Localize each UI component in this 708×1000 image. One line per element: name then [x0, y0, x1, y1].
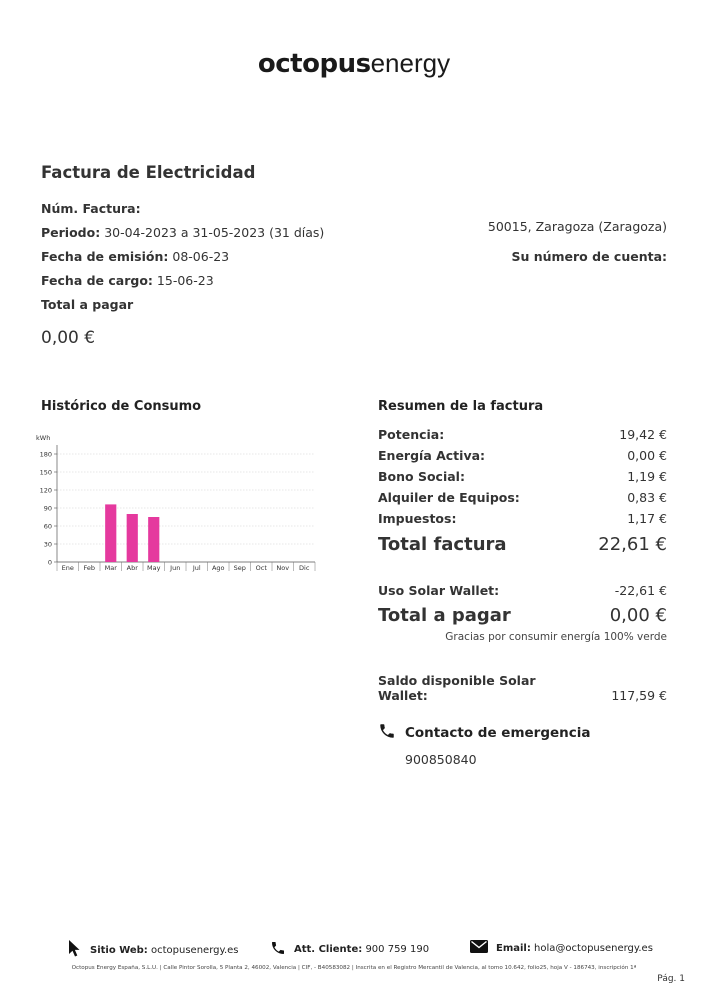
summary-row-value: 19,42 €: [619, 427, 667, 442]
green-energy-note: Gracias por consumir energía 100% verde: [445, 631, 667, 643]
summary-row-label: Impuestos:: [378, 511, 457, 526]
summary-row-value: 0,83 €: [627, 490, 667, 505]
bar-may: [148, 517, 159, 562]
x-tick-label: Abr: [126, 564, 138, 572]
emergency-contact-title: Contacto de emergencia: [405, 725, 591, 741]
summary-row-alquiler: [378, 490, 667, 505]
invoice-period-label: Periodo:: [41, 225, 101, 240]
y-tick-label: 60: [43, 522, 52, 531]
consumption-chart: [30, 428, 322, 578]
summary-row-label: Potencia:: [378, 427, 445, 442]
phone-icon: [378, 722, 396, 744]
summary-total-factura: [378, 534, 667, 555]
brand-logo: [0, 48, 708, 79]
x-tick-label: Jul: [192, 564, 201, 572]
footer-email: [470, 940, 653, 956]
footer-legal-text: Octopus Energy España, S.L.U. | Calle Pintor Sorolla, 5 Planta 2, 46002, Valencia | CIF, - B40583082 | Inscrita en el Registro Mercantil de Valencia, al tomo 10.642, folio25, hoja V - 186743, inscripción 1ª: [71, 965, 637, 971]
summary-total-pagar-label: Total a pagar: [378, 605, 511, 626]
x-tick-label: Oct: [255, 564, 267, 572]
summary-row-potencia: [378, 427, 667, 442]
solar-wallet-balance: [378, 673, 667, 703]
invoice-total-label: Total a pagar: [41, 297, 134, 312]
invoice-emission-line: [41, 249, 229, 264]
footer-customer-service: [270, 940, 429, 959]
bar-abr: [127, 514, 138, 562]
page-number: Pág. 1: [657, 974, 685, 984]
summary-row-value: 1,17 €: [627, 511, 667, 526]
solar-wallet-balance-value: 117,59 €: [611, 688, 667, 703]
y-tick-label: 120: [39, 486, 52, 495]
x-tick-label: Ago: [211, 564, 225, 572]
footer-email-link[interactable]: hola@octopusenergy.es: [534, 942, 653, 954]
customer-city: 50015, Zaragoza (Zaragoza): [487, 219, 667, 234]
summary-row-value: 1,19 €: [627, 469, 667, 484]
brand-logo-bold: octopus: [257, 49, 371, 79]
y-tick-label: 180: [39, 450, 52, 459]
footer-website: [68, 940, 239, 960]
x-tick-label: Mar: [104, 564, 117, 572]
x-tick-label: May: [147, 564, 161, 572]
summary-row-impuestos: [378, 511, 667, 526]
invoice-total-line: [41, 297, 133, 312]
phone-icon: [270, 940, 286, 959]
summary-solar-value: -22,61 €: [614, 583, 667, 598]
y-tick-label: 0: [47, 558, 52, 567]
summary-row-label: Alquiler de Equipos:: [378, 490, 520, 505]
invoice-charge-label: Fecha de cargo:: [41, 273, 153, 288]
x-tick-label: Feb: [83, 564, 96, 572]
emergency-phone-number: 900850840: [405, 752, 477, 767]
x-tick-label: Jun: [170, 564, 181, 572]
bar-mar: [105, 504, 116, 562]
invoice-period-value: 30-04-2023 a 31-05-2023 (31 días): [104, 225, 325, 240]
summary-total-pagar-value: 0,00 €: [609, 605, 667, 626]
summary-row-label: Energía Activa:: [378, 448, 486, 463]
x-tick-label: Ene: [61, 564, 74, 572]
summary-title: Resumen de la factura: [378, 399, 544, 414]
invoice-charge-value: 15-06-23: [156, 273, 214, 288]
invoice-charge-line: [41, 273, 214, 288]
summary-solar-label: Uso Solar Wallet:: [378, 583, 500, 598]
footer-email-label: Email:: [496, 942, 531, 954]
invoice-title: Factura de Electricidad: [41, 163, 256, 182]
invoice-emission-label: Fecha de emisión:: [41, 249, 169, 264]
invoice-total-value: 0,00 €: [41, 328, 96, 348]
customer-account-label: Su número de cuenta:: [511, 249, 667, 264]
y-tick-label: 90: [43, 504, 52, 513]
cursor-icon: [68, 940, 82, 960]
brand-logo-light: energy: [370, 48, 451, 78]
summary-total-pagar: [378, 605, 667, 626]
invoice-emission-value: 08-06-23: [172, 249, 230, 264]
history-title: Histórico de Consumo: [41, 399, 202, 414]
y-axis-unit: kWh: [36, 434, 51, 442]
emergency-contact: [378, 722, 591, 744]
invoice-number-line: [41, 201, 141, 216]
footer-customer-service-label: Att. Cliente:: [294, 944, 363, 955]
y-tick-label: 150: [39, 468, 52, 477]
solar-wallet-balance-label: Saldo disponible Solar Wallet:: [378, 673, 536, 703]
envelope-icon: [470, 940, 488, 956]
summary-solar-wallet: [378, 583, 667, 598]
x-tick-label: Nov: [276, 564, 290, 572]
y-tick-label: 30: [43, 540, 52, 549]
footer-customer-service-phone[interactable]: 900 759 190: [365, 944, 430, 955]
summary-row-energia: [378, 448, 667, 463]
summary-total-factura-label: Total factura: [378, 534, 507, 555]
summary-total-factura-value: 22,61 €: [598, 534, 667, 555]
footer-website-link[interactable]: octopusenergy.es: [151, 944, 239, 956]
x-tick-label: Sep: [233, 564, 246, 572]
footer-website-label: Sitio Web:: [90, 944, 148, 956]
summary-row-bono: [378, 469, 667, 484]
invoice-number-label: Núm. Factura:: [41, 201, 141, 216]
x-tick-label: Dic: [299, 564, 310, 572]
summary-row-label: Bono Social:: [378, 469, 465, 484]
invoice-period-line: [41, 225, 324, 240]
summary-row-value: 0,00 €: [627, 448, 667, 463]
